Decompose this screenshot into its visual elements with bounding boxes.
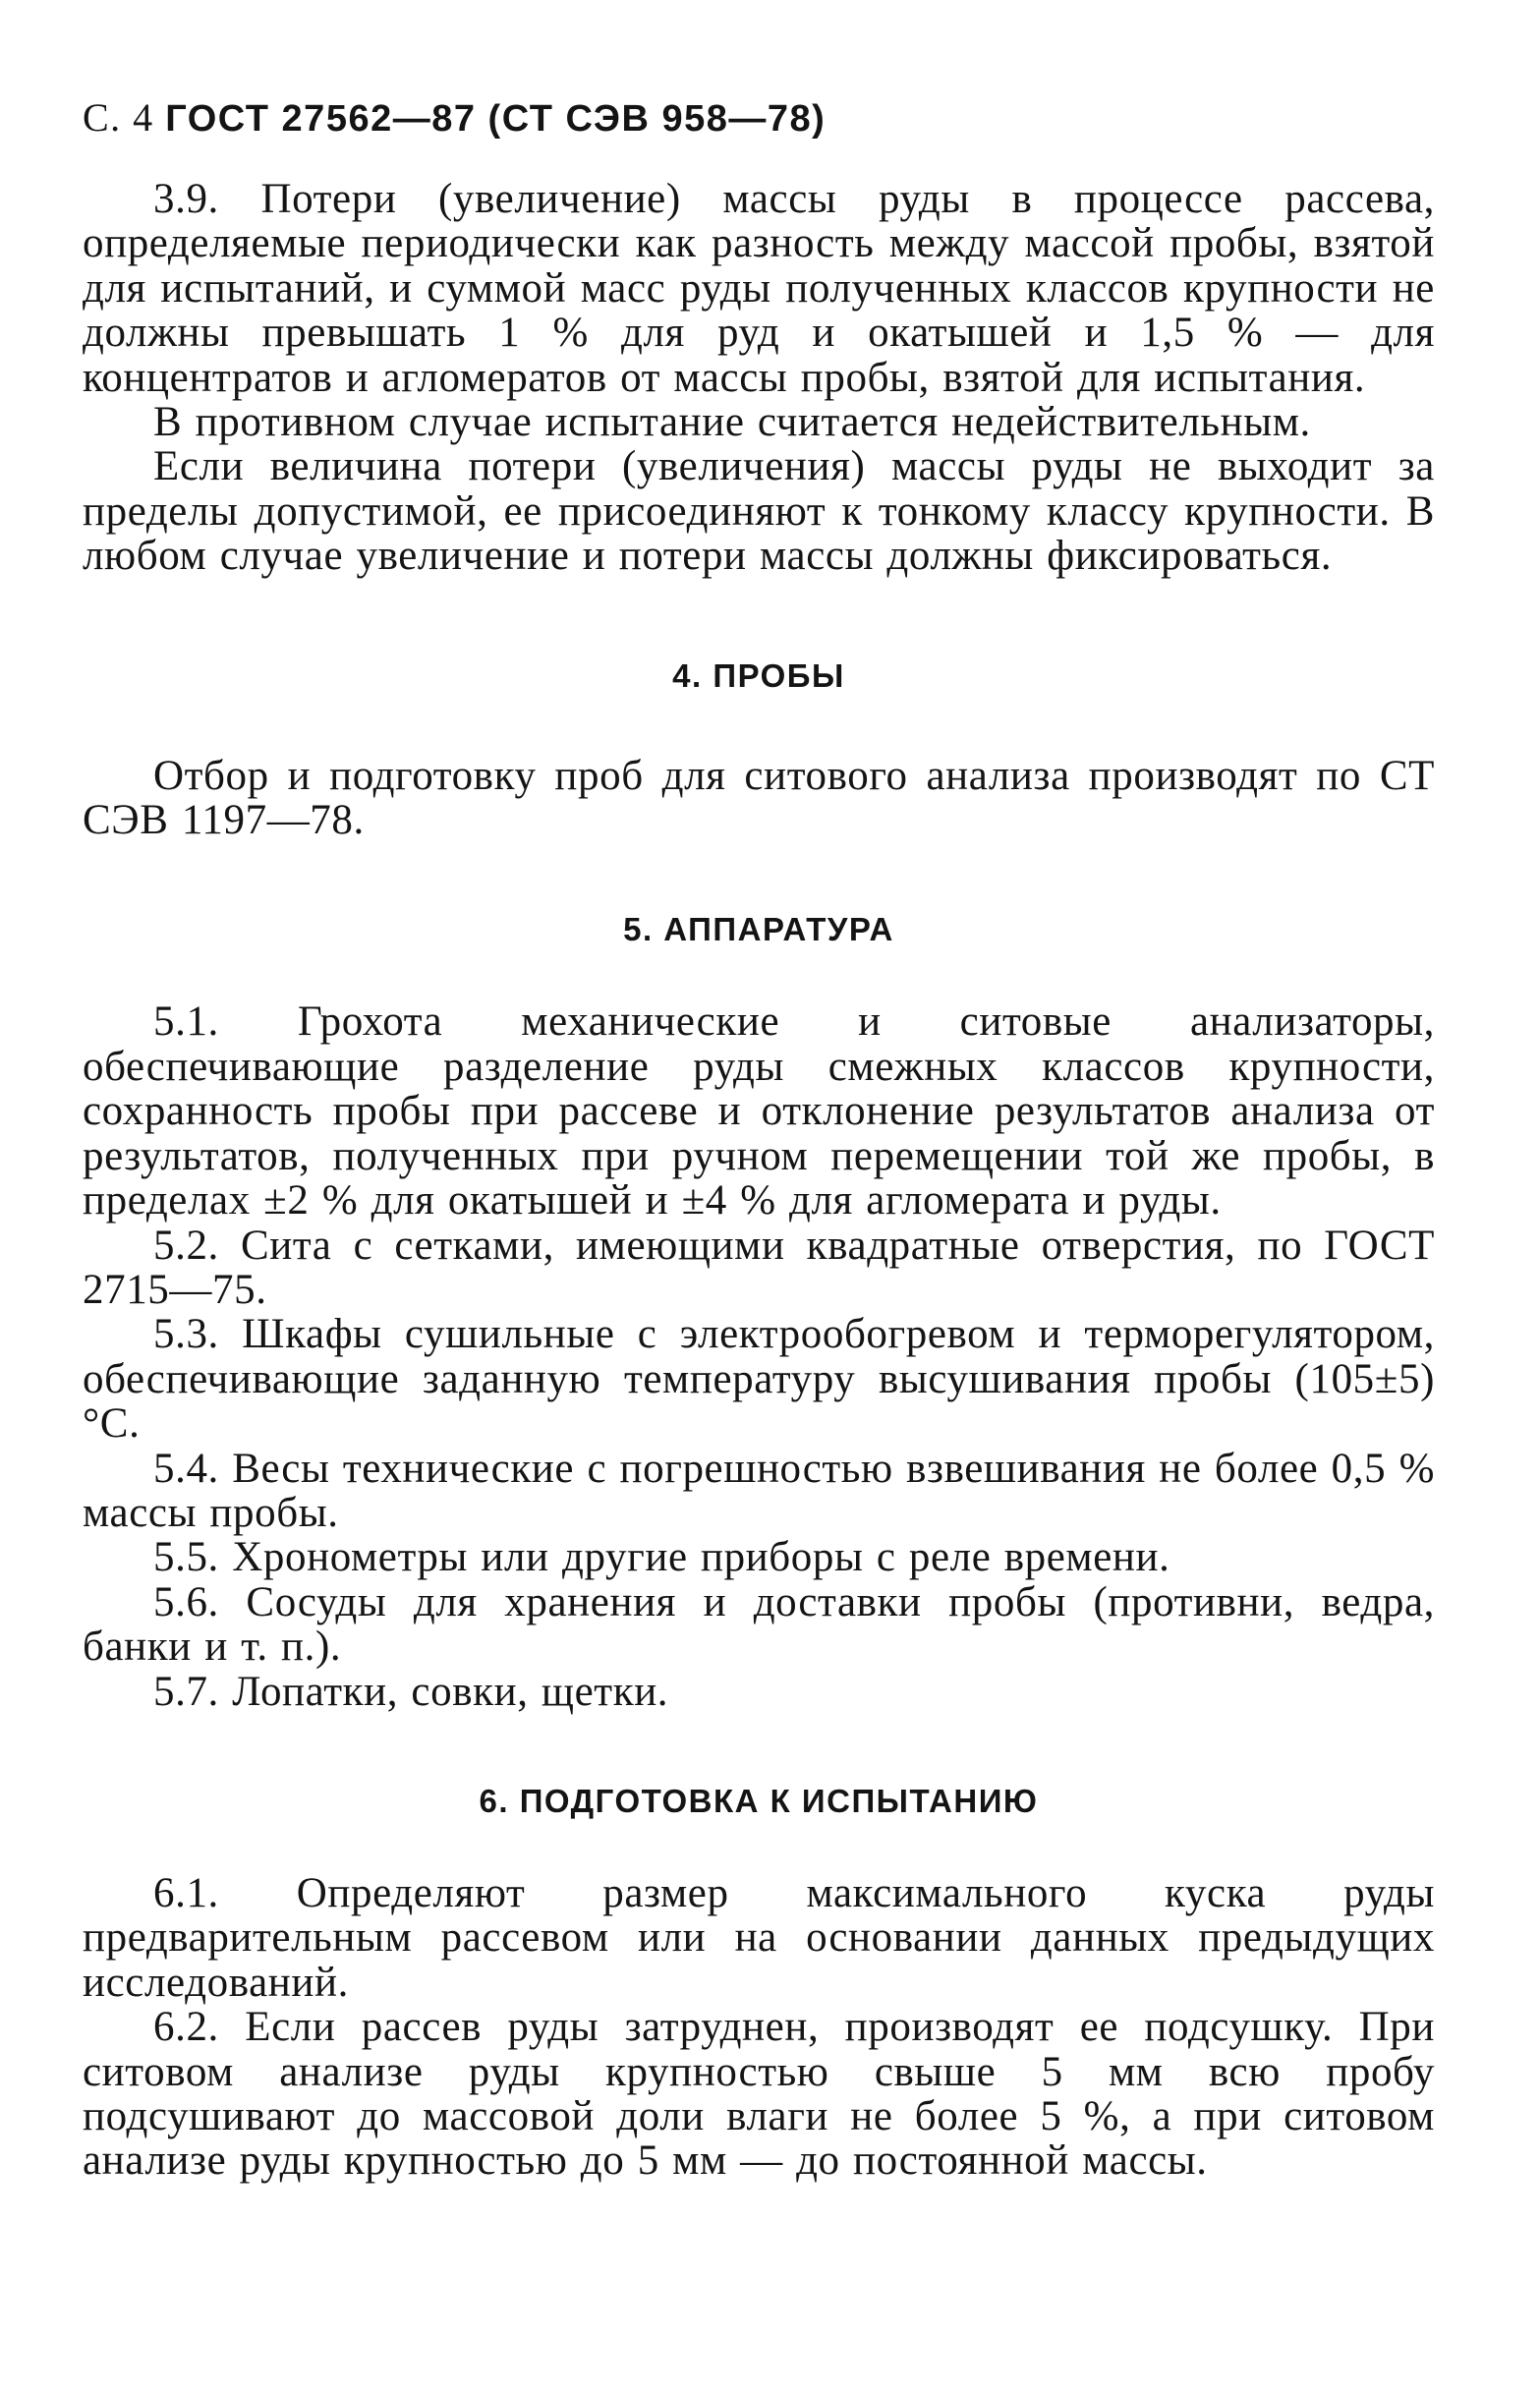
paragraph-6-1: 6.1. Определяют размер максимального куска руды предварительным рассевом или на основании данных предыдущих исследований. xyxy=(83,1869,1435,2006)
section-heading-samples: 4. ПРОБЫ xyxy=(672,656,845,694)
paragraph-5-4: 5.4. Весы технические с погрешностью взвешивания не более 0,5 % массы пробы. xyxy=(83,1445,1435,1536)
paragraph-5-6: 5.6. Сосуды для хранения и доставки пробы (противни, ведра, банки и т. п.). xyxy=(83,1578,1435,1671)
section-heading-apparatus: 5. АППАРАТУРА xyxy=(623,911,894,948)
standard-designation: ГОСТ 27562—87 (СТ СЭВ 958—78) xyxy=(165,98,827,140)
section-heading-test-preparation: 6. ПОДГОТОВКА К ИСПЫТАНИЮ xyxy=(479,1782,1039,1819)
paragraph-5-5: 5.5. Хронометры или другие приборы с реле времени. xyxy=(153,1534,1170,1581)
paragraph-5-3: 5.3. Шкафы сушильные с электрообогревом и терморегулятором, обеспечивающие заданную температуру высушивания пробы (105±5) °С. xyxy=(83,1311,1435,1448)
paragraph-6-2: 6.2. Если рассев руды затруднен, производят ее подсушку. При ситовом анализе руды крупностью свыше 5 мм всю пробу подсушивают до массовой доли влаги не более 5 %, а при ситовом анализе руды крупностью до 5 мм — до постоянной массы. xyxy=(83,2004,1435,2185)
page-header xyxy=(83,94,826,141)
paragraph-invalid-test: В противном случае испытание считается недействительным. xyxy=(153,399,1311,446)
paragraph-5-2: 5.2. Сита с сетками, имеющими квадратные отверстия, по ГОСТ 2715—75. xyxy=(83,1222,1435,1313)
paragraph-3-9: 3.9. Потери (увеличение) массы руды в процессе рассева, определяемые периодически как разность между массой пробы, взятой для испытаний, и суммой масс руды полученных классов крупности не должны превышать 1 % для руд и окатышей и 1,5 % — для концентратов и агломератов от массы пробы, взятой для испытания. xyxy=(83,176,1435,401)
paragraph-5-1: 5.1. Грохота механические и ситовые анализаторы, обеспечивающие разделение руды смежных классов крупности, сохранность пробы при рассеве и отклонение результатов анализа от результатов, полученных при ручном перемещении той же пробы, в пределах ±2 % для окатышей и ±4 % для агломерата и руды. xyxy=(83,998,1435,1224)
paragraph-sampling: Отбор и подготовку проб для ситового анализа производят по СТ СЭВ 1197—78. xyxy=(83,752,1435,844)
page-number: С. 4 xyxy=(83,95,154,140)
paragraph-5-7: 5.7. Лопатки, совки, щетки. xyxy=(153,1668,669,1715)
document-body xyxy=(83,177,1435,2184)
paragraph-mass-loss: Если величина потери (увеличения) массы руды не выходит за пределы допустимой, ее присоединяют к тонкому классу крупности. В любом случае увеличение и потери массы должны фиксироваться. xyxy=(83,443,1435,580)
